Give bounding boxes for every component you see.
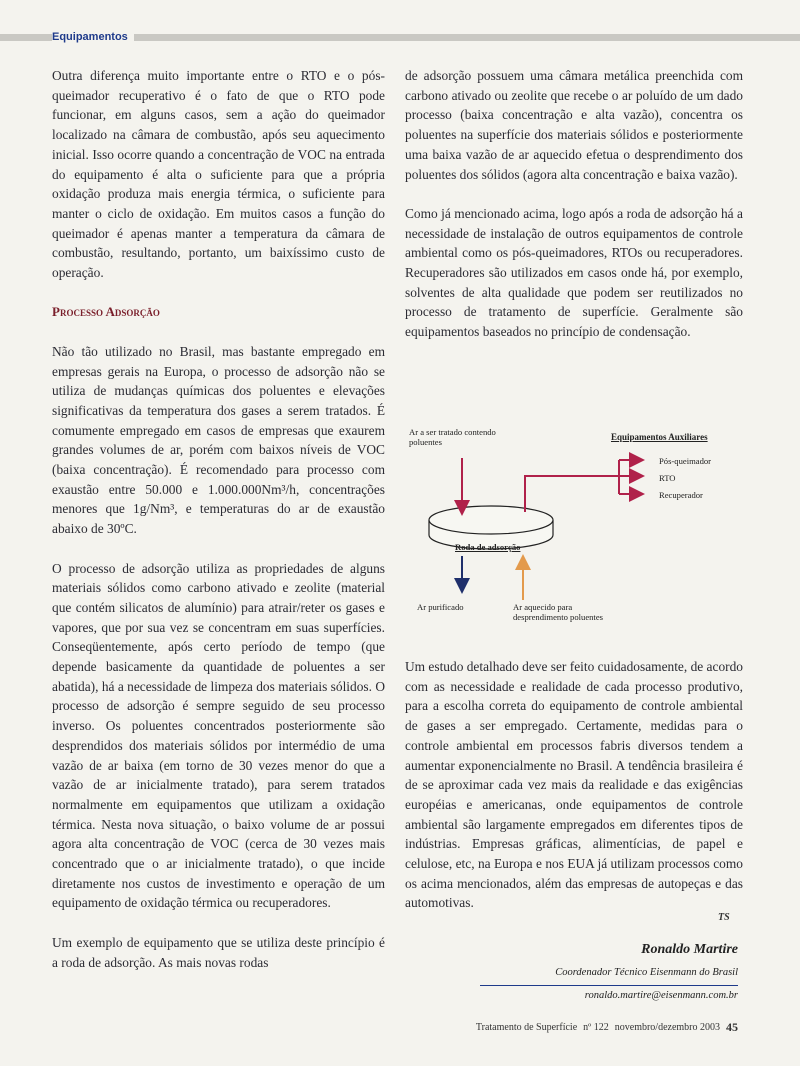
right-column-top: [405, 66, 743, 362]
adsorption-wheel-diagram: [405, 422, 743, 647]
right-column-bottom: [405, 657, 743, 933]
paragraph: O processo de adsorção utiliza as propriedades de alguns materiais sólidos como carbono ativado e zeolite (material que contém silicatos de alumínio) para atrair/reter os gases e vapores, que por sua vez se concentram em suas superfícies. Conseqüentemente, após certo período de tempo (que depende basicamente da quantidade de poluentes a ser abatida), há a necessidade de limpeza dos materiais sólidos. O processo de adsorção é sempre seguido de seu processo inverso. Os poluentes concentrados posteriormente são desprendidos dos materiais sólidos por intermédio de uma vazão de ar baixa (em torno de 30 vezes menor do que a vazão de ar inicialmente tratado), para serem tratados normalmente em equipamentos que utilizam a oxidação térmica. Nesta nova situação, o baixo volume de ar possui agora alta concentração de VOC (cerca de 30 vezes mais concentrado que o ar inicialmente tratado), o que incide diretamente nos custos de investimento e operação de um equipamento de oxidação térmica ou recuperadores.: [52, 560, 385, 911]
heated-air-label: Ar aquecido para desprendimento poluentes: [513, 602, 603, 622]
section-title: Equipamentos: [52, 31, 134, 43]
wheel-label: Roda de adsorção: [455, 542, 521, 552]
paragraph: Outra diferença muito importante entre o RTO e o pós-queimador recuperativo é o fato de que o RTO pode funcionar, em alguns casos, sem a ação do queimador localizado na câmara de combustão, após seu aquecimento inicial. Isso ocorre quando a concentração de VOC na entrada do equipamento é alta o suficiente para que a própria oxidação produza mais energia térmica, o suficiente para manter o ciclo de oxidação. Em muitos casos a função do queimador é apenas manter a temperatura da câmara de combustão, resultando, portanto, um baixíssimo custo de operação.: [52, 68, 385, 281]
paragraph: Não tão utilizado no Brasil, mas bastante empregado em empresas gerais na Europa, o processo de adsorção não se utiliza de mudanças químicas dos poluentes e elevações significativas da temperatura dos gases a serem tratados. É comumente empregado em casos de empresas que exaurem grandes volumes de ar, porém com baixos níveis de VOC (baixa concentração). É recomendado para processo com exaustão entre 50.000 e 1.000.000Nm³/h, concentrações menores que 1g/Nm³, e temperaturas do ar de exaustão abaixo de 30ºC.: [52, 343, 385, 537]
aux-item-rto: RTO: [659, 473, 676, 483]
page-footer: [430, 1019, 738, 1036]
issue-number: nº 122: [583, 1022, 609, 1033]
author-role: Coordenador Técnico Eisenmann do Brasil: [555, 967, 738, 978]
magazine-name: Tratamento de Superfície: [475, 1022, 578, 1033]
paragraph: de adsorção possuem uma câmara metálica preenchida com carbono ativado ou zeolite que recebe o ar poluído de um dado processo (baixa concentração e alta vazão), concentra os poluentes na superfície dos materiais sólidos e posteriormente uma baixa vazão de ar aquecido efetua o desprendimento dos poluentes dos sólidos (agora alta concentração e baixa vazão).: [405, 68, 743, 182]
paragraph: Um exemplo de equipamento que se utiliza deste princípio é a roda de adsorção. As mais novas rodas: [52, 934, 385, 970]
section-heading: Processo Adsorção: [52, 304, 160, 320]
page-number: 45: [726, 1020, 738, 1034]
purified-air-label: Ar purificado: [417, 602, 464, 612]
author-email[interactable]: ronaldo.martire@eisenmann.com.br: [584, 990, 738, 1001]
paragraph: Um estudo detalhado deve ser feito cuidadosamente, de acordo com as necessidade e realidade de cada processo produtivo, para a escolha correta do equipamento de controle ambiental de gases a ser empregado. Certamente, medidas para o controle ambiental em processos fabris diversos tendem a aumentar exponencialmente no Brasil. A tendência brasileira é de se aproximar cada vez mais da realidade e das exigências européias e americanas, onde equipamentos de controle ambiental são largamente empregados em diferentes tipos de indústrias. Empresas gráficas, alimentícias, de papel e celulose, etc, na Europa e nos EUA já utilizam processos como os acima mencionados, além das empresas de autopeças e das automotivas.: [405, 659, 743, 911]
left-column: [52, 66, 385, 992]
signature-rule: [480, 985, 738, 986]
aux-title: Equipamentos Auxiliares: [611, 432, 708, 442]
author-name: Ronaldo Martire: [641, 942, 738, 957]
aux-item-pos-queimador: Pós-queimador: [659, 456, 712, 466]
aux-item-recuperador: Recuperador: [659, 490, 703, 500]
input-label: Ar a ser tratado contendo poluentes: [409, 427, 496, 447]
header-bar: [0, 0, 800, 44]
end-mark: TS: [718, 912, 730, 923]
issue-date: novembro/dezembro 2003: [614, 1022, 720, 1033]
paragraph: Como já mencionado acima, logo após a roda de adsorção há a necessidade de instalação de outros equipamentos de controle ambiental como os pós-queimadores, RTOs ou recuperadores. Recuperadores são utilizados em casos onde há, por exemplo, solventes de alta qualidade que podem ser reutilizados no processo de tratamento de superfície. Geralmente são equipamentos baseados no princípio de condensação.: [405, 205, 743, 340]
